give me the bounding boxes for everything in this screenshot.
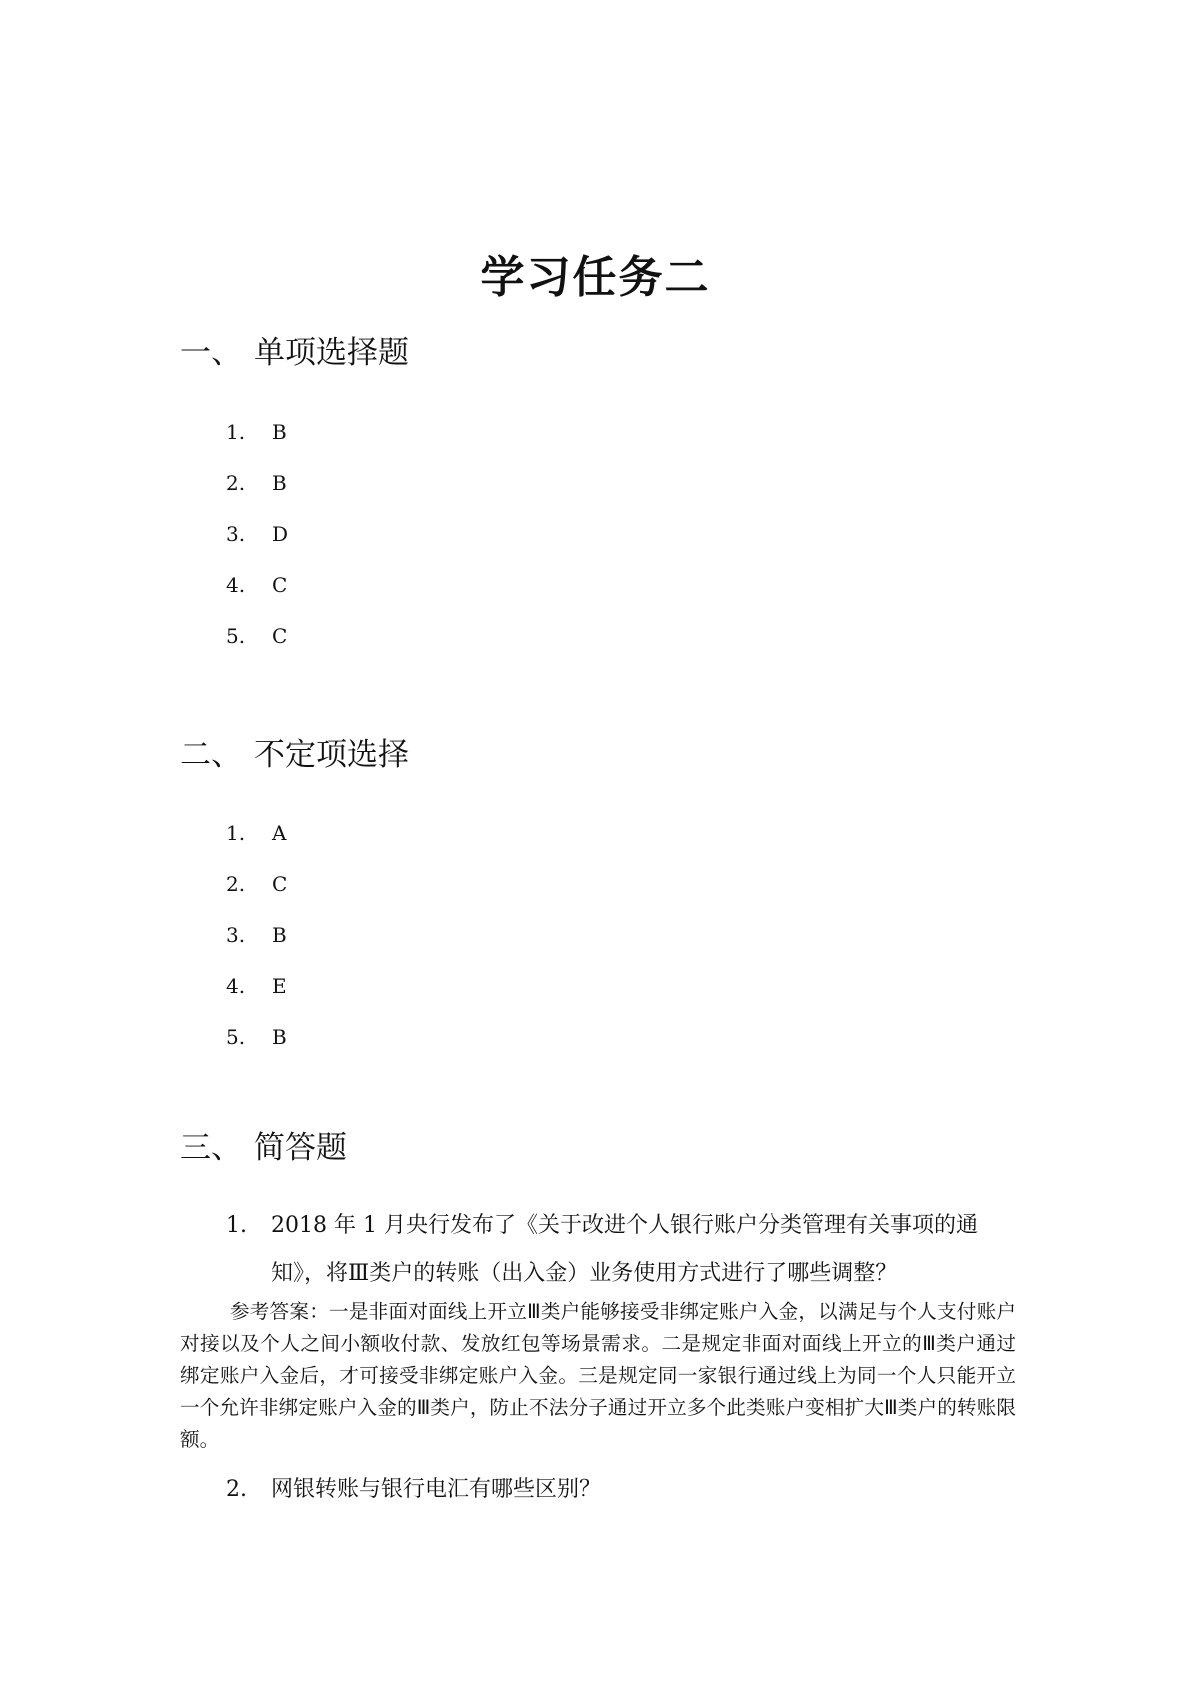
answer-value: A [272, 821, 287, 845]
answer-item [226, 458, 288, 509]
question-number: 2. [226, 1477, 247, 1502]
answer-value: C [272, 573, 288, 597]
answer-item [226, 961, 287, 1012]
question-item [226, 1202, 1016, 1298]
answer-item [226, 407, 288, 458]
answer-number: 5. [226, 624, 246, 648]
page-title: 学习任务二 [480, 252, 711, 303]
answer-list-multiple-choice [226, 808, 287, 1063]
question-text: 2018 年 1 月央行发布了《关于改进个人银行账户分类管理有关事项的通知》，将Ⅲ类户的转账（出入金）业务使用方式进行了哪些调整？ [271, 1213, 978, 1286]
answer-number: 4. [226, 974, 246, 998]
answer-item [226, 808, 287, 859]
answer-number: 2. [226, 872, 246, 896]
section-title: 单项选择题 [254, 335, 409, 371]
section-heading-single-choice [180, 333, 409, 373]
answer-number: 3. [226, 923, 246, 947]
section-number: 一、 [180, 335, 242, 371]
answer-value: B [272, 471, 287, 495]
section-number: 二、 [180, 737, 242, 773]
answer-value: C [272, 872, 288, 896]
answer-value: C [272, 624, 288, 648]
answer-item [226, 560, 288, 611]
section-number: 三、 [180, 1130, 242, 1166]
answer-number: 1. [226, 821, 246, 845]
answer-number: 4. [226, 573, 246, 597]
answer-number: 3. [226, 522, 246, 546]
answer-number: 5. [226, 1025, 246, 1049]
question-number: 1. [226, 1213, 247, 1238]
answer-item [226, 1012, 287, 1063]
question-item [226, 1466, 1016, 1514]
answer-item [226, 509, 288, 560]
answer-item [226, 611, 288, 662]
answer-value: E [272, 974, 287, 998]
answer-value: B [272, 420, 287, 444]
answer-item [226, 859, 287, 910]
answer-number: 1. [226, 420, 246, 444]
answer-value: D [272, 522, 289, 546]
section-title: 不定项选择 [254, 737, 409, 773]
answer-list-single-choice [226, 407, 288, 662]
answer-number: 2. [226, 471, 246, 495]
answer-value: B [272, 1025, 287, 1049]
section-heading-multiple-choice [180, 735, 409, 775]
section-title: 简答题 [254, 1130, 347, 1166]
answer-item [226, 910, 287, 961]
section-heading-short-answer [180, 1128, 347, 1168]
answer-value: B [272, 923, 287, 947]
question-text: 网银转账与银行电汇有哪些区别？ [271, 1477, 602, 1502]
reference-answer: 参考答案：一是非面对面线上开立Ⅲ类户能够接受非绑定账户入金，以满足与个人支付账户对接以及个人之间小额收付款、发放红包等场景需求。二是规定非面对面线上开立的Ⅲ类户通过绑定账户入金后，才可接受非绑定账户入金。三是规定同一家银行通过线上为同一个人只能开立一个允许非绑定账户入金的Ⅲ类户，防止不法分子通过开立多个此类账户变相扩大Ⅲ类户的转账限额。 [180, 1300, 1016, 1451]
